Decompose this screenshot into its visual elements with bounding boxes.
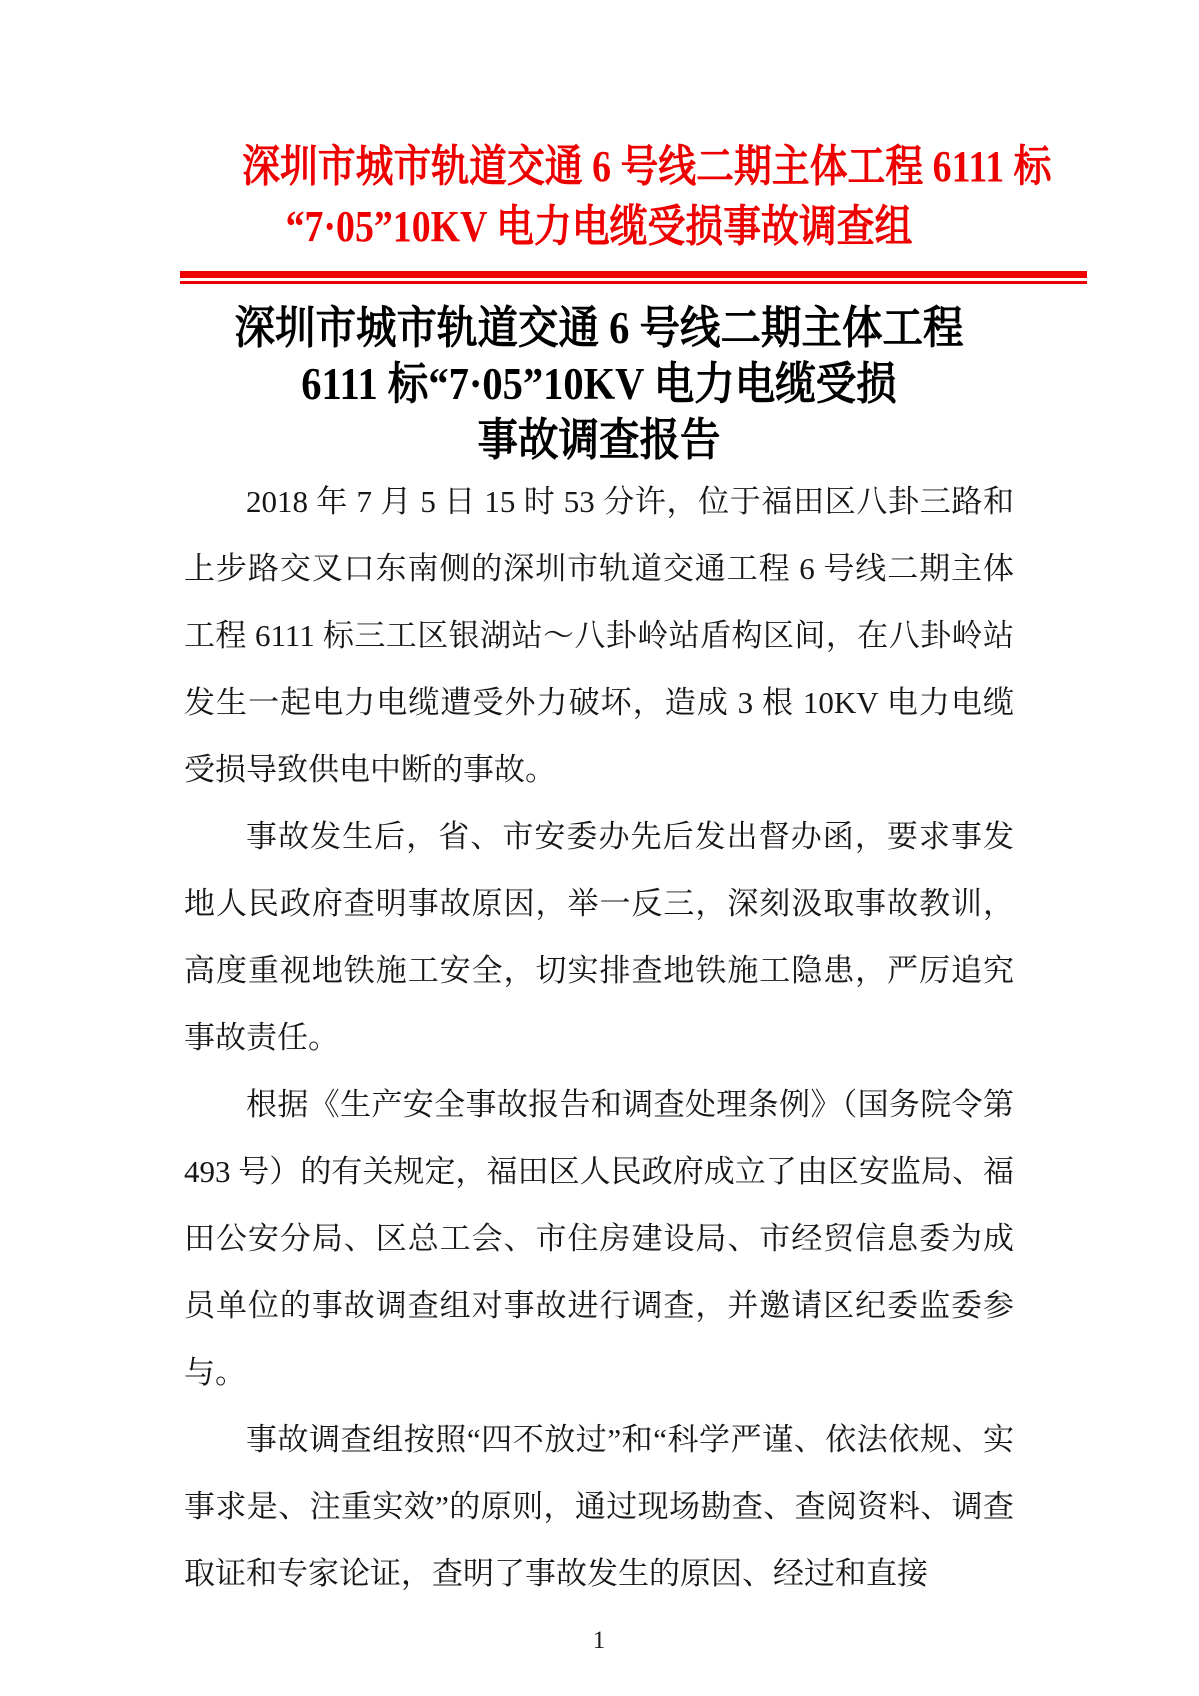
divider-thin-bar: [180, 281, 1087, 284]
body-paragraph: 事故调查组按照“四不放过”和“科学严谨、依法依规、实事求是、注重实效”的原则，通过现场勘查、查阅资料、调查取证和专家论证，查明了事故发生的原因、经过和直接: [184, 1422, 1014, 1591]
page-number: 1: [592, 1627, 606, 1654]
body-paragraph: 事故发生后，省、市安委办先后发出督办函，要求事发地人民政府查明事故原因，举一反三，深刻汲取事故教训，高度重视地铁施工安全，切实排查地铁施工隐患，严厉追究事故责任。: [184, 819, 1014, 1055]
letterhead-line-2: “7·05”10KV 电力电缆受损事故调查组: [285, 202, 913, 251]
report-body: [184, 468, 1014, 1607]
letterhead-line-1: 深圳市城市轨道交通 6 号线二期主体工程 6111 标: [242, 142, 1052, 191]
divider-thick-bar: [180, 271, 1087, 278]
report-title-line-1: 深圳市城市轨道交通 6 号线二期主体工程: [234, 303, 964, 353]
letterhead: [184, 137, 1052, 257]
report-title-line-2: 6111 标“7·05”10KV 电力电缆受损: [301, 359, 897, 409]
letterhead-divider: [180, 271, 1087, 284]
body-paragraph: 2018 年 7 月 5 日 15 时 53 分许，位于福田区八卦三路和上步路交叉口东南侧的深圳市轨道交通工程 6 号线二期主体工程 6111 标三工区银湖站～八卦岭站盾构区间，在八卦岭站发生一起电力电缆遭受外力破坏，造成 3 根 10KV 电力电缆受损导致供电中断的事故。: [184, 484, 1014, 787]
report-title-line-3: 事故调查报告: [477, 415, 721, 465]
report-title: [184, 300, 1014, 468]
body-paragraph: 根据《生产安全事故报告和调查处理条例》（国务院令第 493 号）的有关规定，福田区人民政府成立了由区安监局、福田公安分局、区总工会、市住房建设局、市经贸信息委为成员单位的事故调查组对事故进行调查，并邀请区纪委监委参与。: [184, 1087, 1014, 1390]
